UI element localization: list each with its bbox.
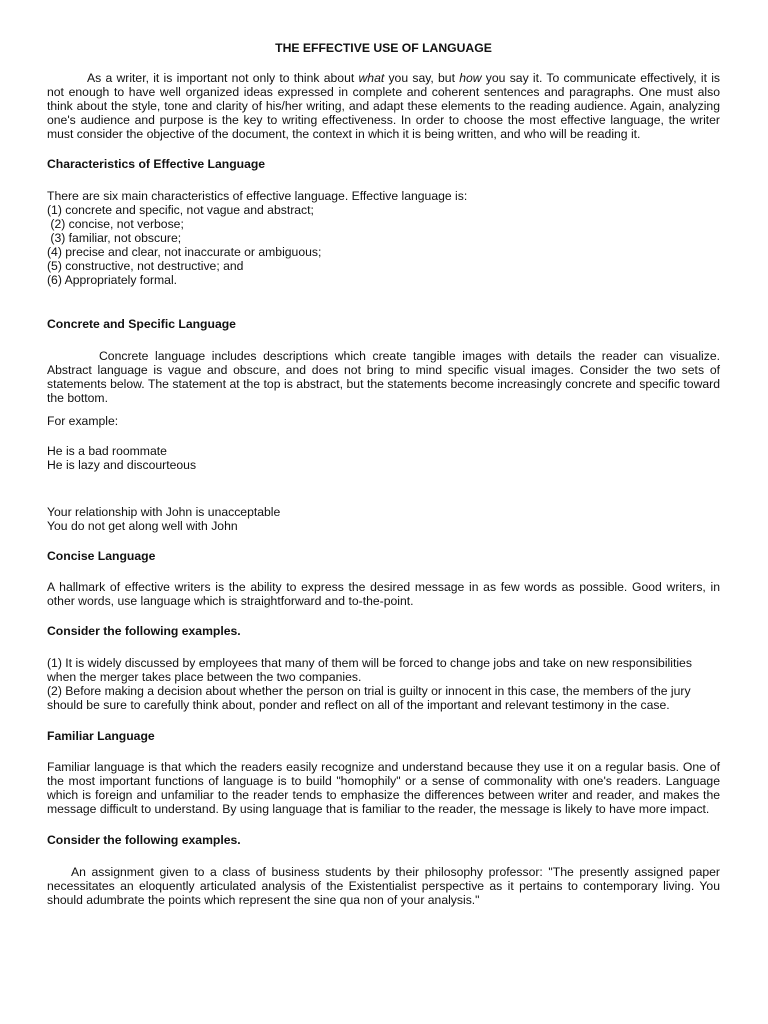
example-statement: He is lazy and discourteous xyxy=(47,458,197,472)
familiar-example: An assignment given to a class of business students by their philosophy professor: "The presently assigned paper necessitates an eloquently articulated analysis of the Existentialist perspective as it pertains to contemporary living. You should adumbrate the points which represent the sine qua non of your analysis." xyxy=(47,865,720,907)
heading-familiar: Familiar Language xyxy=(47,729,155,743)
example-statement: He is a bad roommate xyxy=(47,444,167,458)
characteristics-intro: There are six main characteristics of effective language. Effective language is: xyxy=(47,189,468,203)
heading-familiar-examples: Consider the following examples. xyxy=(47,833,241,847)
heading-concise-examples: Consider the following examples. xyxy=(47,624,241,638)
concise-body: A hallmark of effective writers is the ability to express the desired message in as few words as possible. Good writers, in other words, use language which is straightforward and to-the-point. xyxy=(47,580,720,608)
example-set-1 xyxy=(47,444,720,472)
list-item: (4) precise and clear, not inaccurate or ambiguous; xyxy=(47,245,322,259)
list-item: (1) concrete and specific, not vague and abstract; xyxy=(47,203,314,217)
list-item: (5) constructive, not destructive; and xyxy=(47,259,244,273)
intro-text-3: you say it. To communicate effectively, it is not enough to have well organized ideas expressed in complete and coherent sentences and paragraphs. One must also think about the style, tone and clarity of his/her writing, and adapt these elements to the reading audience. Again, analyzing one's audience and purpose is the key to writing effectiveness. In order to choose the most effective language, the writer must consider the objective of the document, the context in which it is being written, and who will be reading it. xyxy=(47,71,721,141)
familiar-body: Familiar language is that which the readers easily recognize and understand because they use it on a regular basis. One of the most important functions of language is to build "homophily" or a sense of commonality with one's readers. Language which is foreign and unfamiliar to the reader tends to emphasize the differences between writer and reader, and makes the message difficult to understand. By using language that is familiar to the reader, the message is likely to have more impact. xyxy=(47,760,720,816)
intro-text-1: As a writer, it is important not only to think about xyxy=(87,71,359,85)
concrete-body: Concrete language includes descriptions which create tangible images with details the reader can visualize. Abstract language is vague and obscure, and does not bring to mind specific visual images. Consider the two sets of statements below. The statement at the top is abstract, but the statements become increasingly concrete and specific toward the bottom. xyxy=(47,349,720,405)
intro-em-what: what xyxy=(358,71,385,85)
heading-concrete: Concrete and Specific Language xyxy=(47,317,236,331)
heading-concise: Concise Language xyxy=(47,549,156,563)
concise-example-2: (2) Before making a decision about whether the person on trial is guilty or innocent in this case, the members of the jury should be sure to carefully think about, ponder and reflect on all of the important and relevant testimony in the case. xyxy=(47,684,691,712)
document-page xyxy=(47,41,720,907)
example-set-2 xyxy=(47,505,720,533)
list-item: (3) familiar, not obscure; xyxy=(47,231,182,245)
heading-characteristics: Characteristics of Effective Language xyxy=(47,157,266,171)
intro-em-how: how xyxy=(459,71,482,85)
document-title: THE EFFECTIVE USE OF LANGUAGE xyxy=(275,41,492,55)
intro-paragraph xyxy=(47,71,720,141)
list-item: (6) Appropriately formal. xyxy=(47,273,178,287)
intro-text-2: you say, but xyxy=(384,71,460,85)
concise-example-1: (1) It is widely discussed by employees that many of them will be forced to change jobs and take on new responsibilities when the merger takes place between the two companies. xyxy=(47,656,692,684)
characteristics-list xyxy=(47,203,720,287)
example-statement: You do not get along well with John xyxy=(47,519,238,533)
for-example-label: For example: xyxy=(47,414,119,428)
list-item: (2) concise, not verbose; xyxy=(47,217,184,231)
example-statement: Your relationship with John is unacceptable xyxy=(47,505,281,519)
